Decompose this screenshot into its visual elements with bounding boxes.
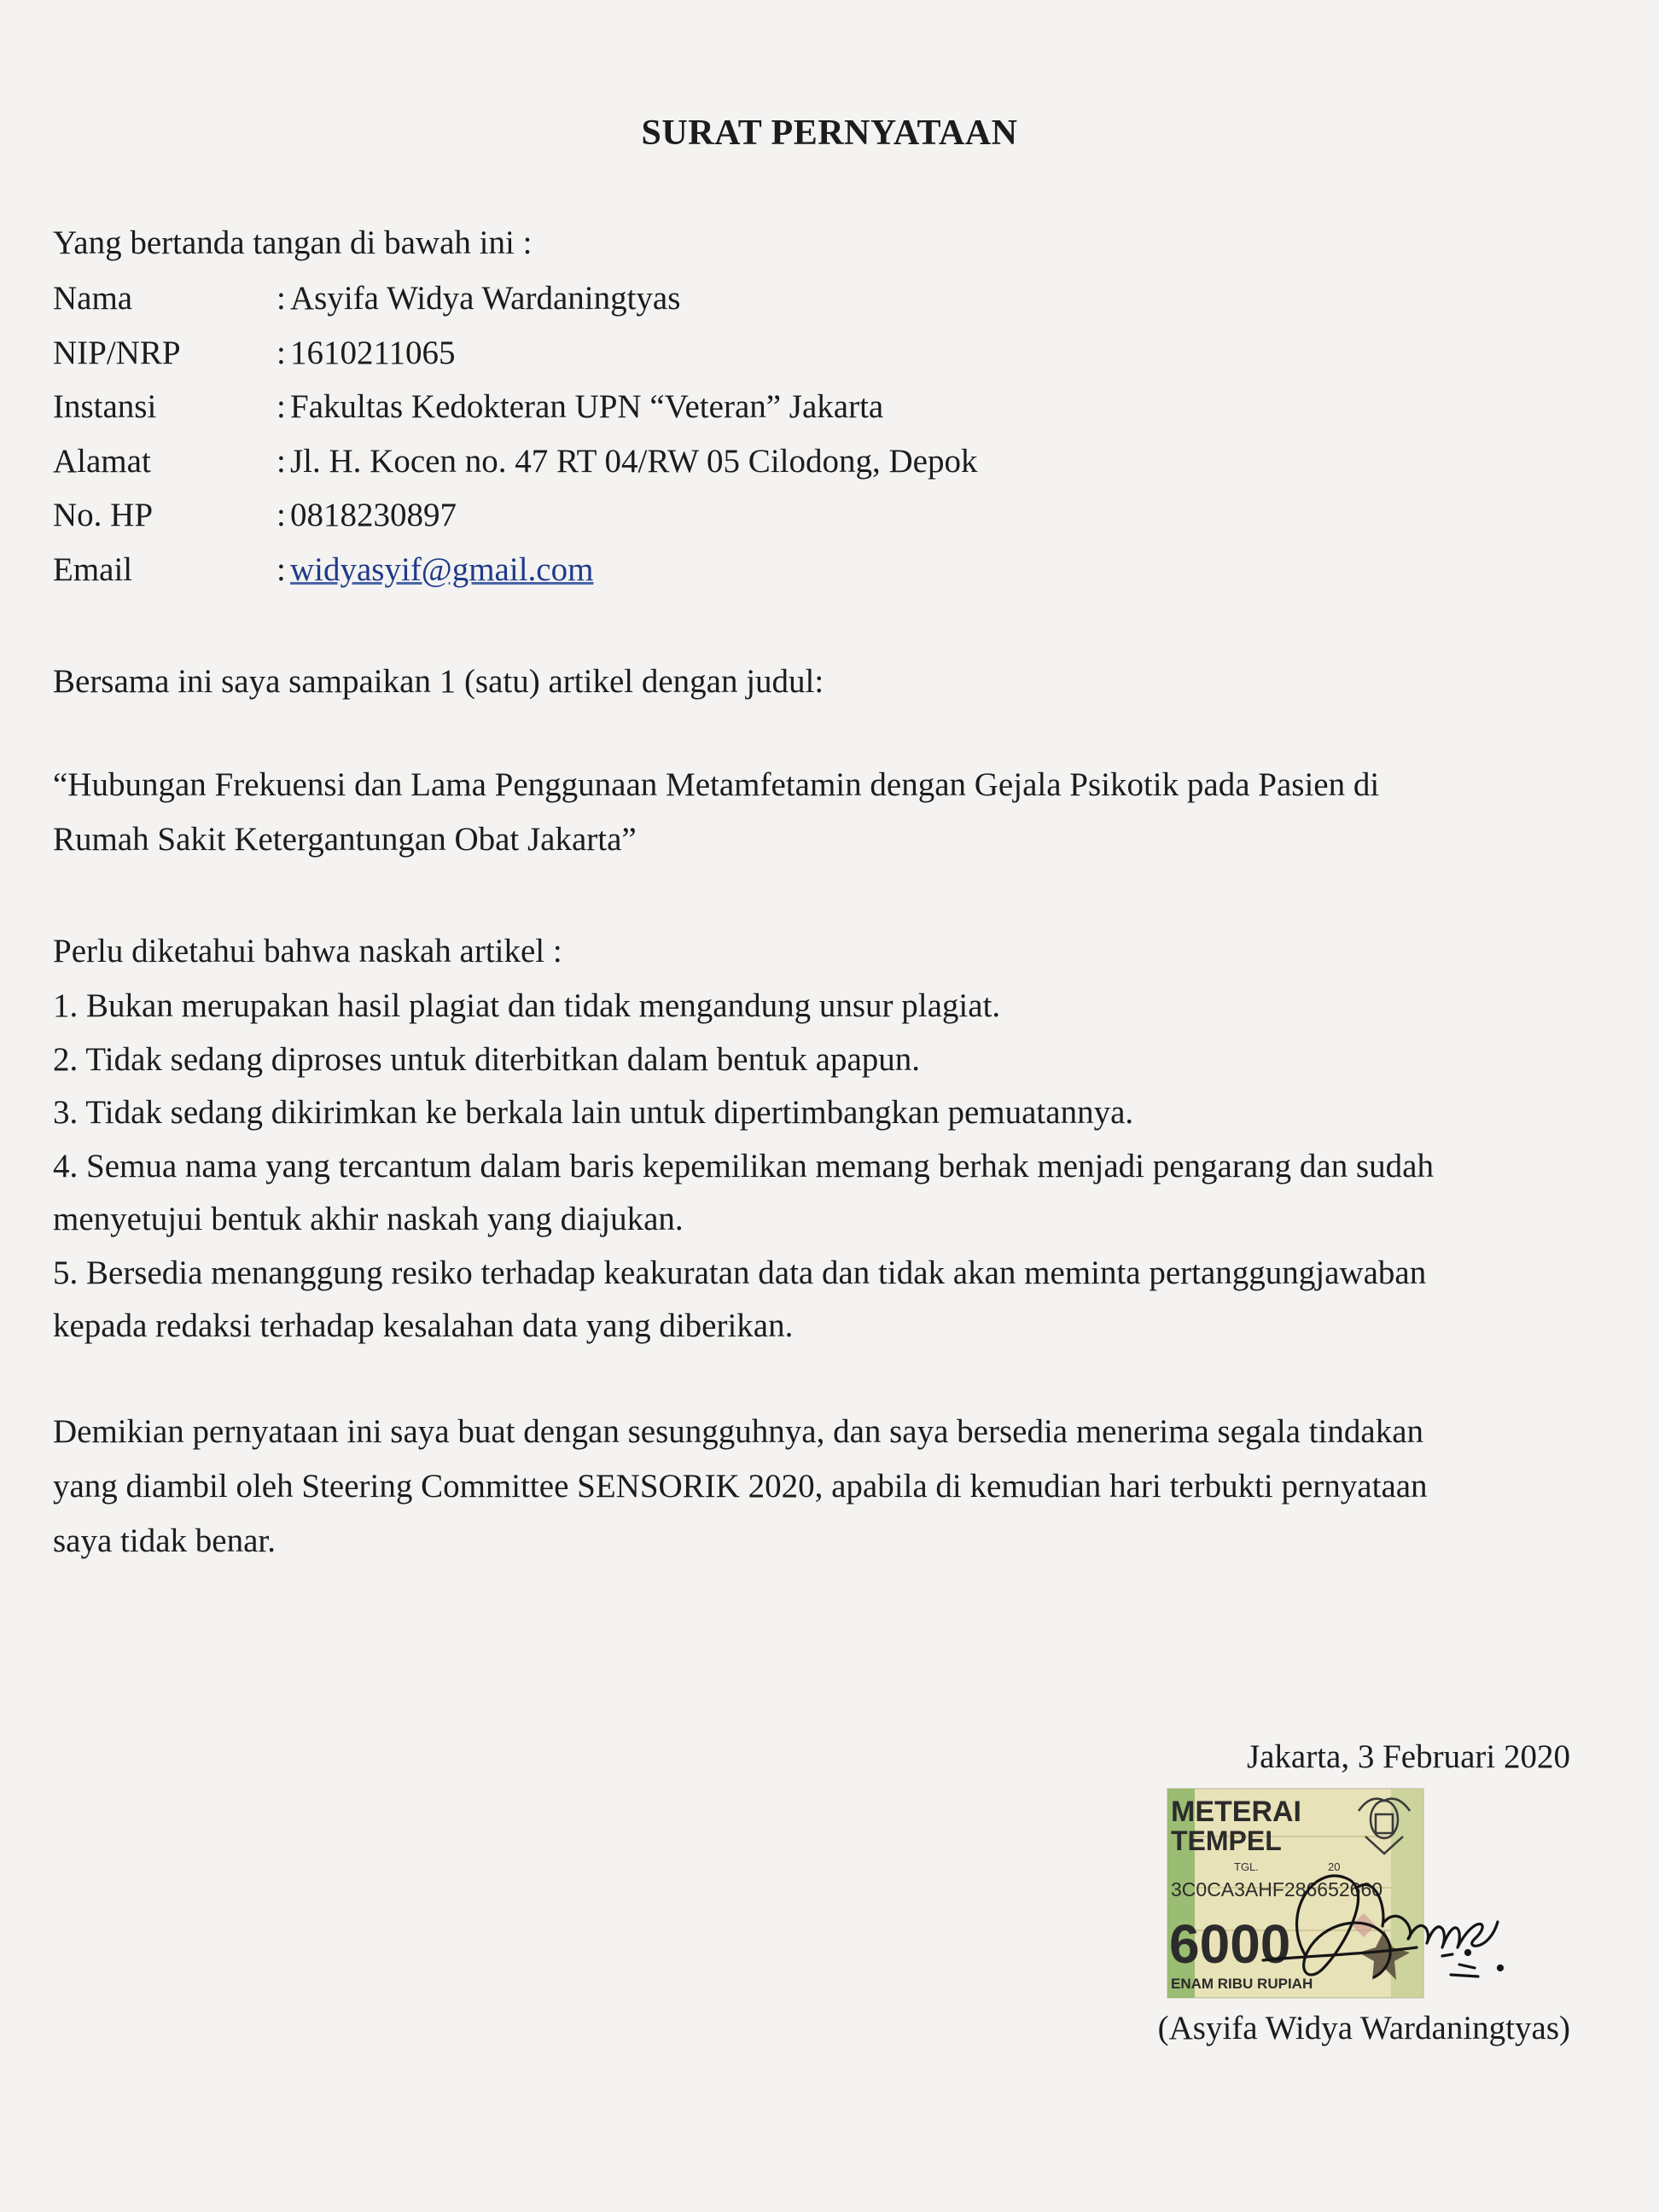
submission-text: Bersama ini saya sampaikan 1 (satu) artikel dengan judul: xyxy=(53,663,824,700)
list-item: 4. Semua nama yang tercantum dalam baris kepemilikan memang berhak menjadi pengarang dan sudah xyxy=(53,1147,1434,1185)
stamp-tgl-number: 20 xyxy=(1328,1860,1341,1873)
notes-heading: Perlu diketahui bahwa naskah artikel : xyxy=(53,933,562,969)
field-value: Jl. H. Kocen no. 47 RT 04/RW 05 Cilodong, Depok xyxy=(290,442,978,480)
field-label: Alamat xyxy=(53,442,151,480)
intro-text: Yang bertanda tangan di bawah ini : xyxy=(53,224,533,261)
field-row-nip xyxy=(53,326,977,381)
article-title-line: Rumah Sakit Ketergantungan Obat Jakarta” xyxy=(53,821,637,858)
article-title xyxy=(53,758,1379,867)
stamp-side-band-icon xyxy=(1391,1789,1423,1998)
list-item: 5. Bersedia menanggung resiko terhadap keakuratan data dan tidak akan meminta pertanggungjawaban xyxy=(53,1254,1427,1291)
field-separator: : xyxy=(276,280,286,317)
field-row-alamat xyxy=(53,434,977,489)
list-item: 1. Bukan merupakan hasil plagiat dan tidak mengandung unsur plagiat. xyxy=(53,987,1001,1024)
stamp-and-signature xyxy=(1161,1785,1519,2007)
stamp-serial: 3C0CA3AHF286652660 xyxy=(1171,1878,1383,1901)
notes-list xyxy=(53,980,1606,1353)
field-row-instansi xyxy=(53,380,977,434)
field-value: Fakultas Kedokteran UPN “Veteran” Jakarta xyxy=(290,388,884,425)
stamp-meterai-text: METERAI xyxy=(1171,1796,1301,1828)
field-separator: : xyxy=(276,334,286,371)
stamp-value: 6000 xyxy=(1169,1913,1291,1975)
field-value: 0818230897 xyxy=(290,497,457,533)
email-link[interactable]: widyasyif@gmail.com xyxy=(290,550,594,588)
stamp-tempel-text: TEMPEL xyxy=(1171,1825,1282,1856)
field-label: No. HP xyxy=(53,497,154,533)
field-label: NIP/NRP xyxy=(53,334,181,371)
stamp-tgl-label: TGL. xyxy=(1234,1860,1259,1873)
identity-fields xyxy=(53,271,977,597)
stamp-value-words: ENAM RIBU RUPIAH xyxy=(1171,1976,1313,1992)
list-item: 3. Tidak sedang dikirimkan ke berkala lain untuk dipertimbangkan pemuatannya. xyxy=(53,1094,1134,1131)
field-separator: : xyxy=(276,550,286,588)
field-row-hp xyxy=(53,488,977,543)
list-item: kepada redaksi terhadap kesalahan data yang diberikan. xyxy=(53,1307,794,1344)
document-title: SURAT PERNYATAAN xyxy=(641,114,1018,153)
field-label: Nama xyxy=(53,280,133,317)
field-label: Email xyxy=(53,550,133,588)
field-value: 1610211065 xyxy=(290,334,456,371)
revenue-stamp xyxy=(1161,1785,1519,2007)
closing-line: Demikian pernyataan ini saya buat dengan sesungguhnya, dan saya bersedia menerima segala tindakan xyxy=(53,1413,1424,1450)
signer-name: (Asyifa Widya Wardaningtyas) xyxy=(1157,2010,1570,2046)
field-value: Asyifa Widya Wardaningtyas xyxy=(290,280,681,317)
place-date: Jakarta, 3 Februari 2020 xyxy=(1246,1738,1570,1775)
field-separator: : xyxy=(276,388,286,425)
list-item: menyetujui bentuk akhir naskah yang diajukan. xyxy=(53,1201,684,1237)
closing-line: yang diambil oleh Steering Committee SENSORIK 2020, apabila di kemudian hari terbukti pernyataan xyxy=(53,1468,1428,1505)
closing-paragraph xyxy=(53,1405,1606,1569)
field-separator: : xyxy=(276,442,286,480)
field-separator: : xyxy=(276,497,286,533)
field-row-email xyxy=(53,543,977,597)
article-title-line: “Hubungan Frekuensi dan Lama Penggunaan Metamfetamin dengan Gejala Psikotik pada Pasien di xyxy=(53,766,1380,803)
field-label: Instansi xyxy=(53,388,157,425)
list-item: 2. Tidak sedang diproses untuk diterbitkan dalam bentuk apapun. xyxy=(53,1040,921,1078)
field-row-nama xyxy=(53,271,977,326)
closing-line: saya tidak benar. xyxy=(53,1522,276,1559)
